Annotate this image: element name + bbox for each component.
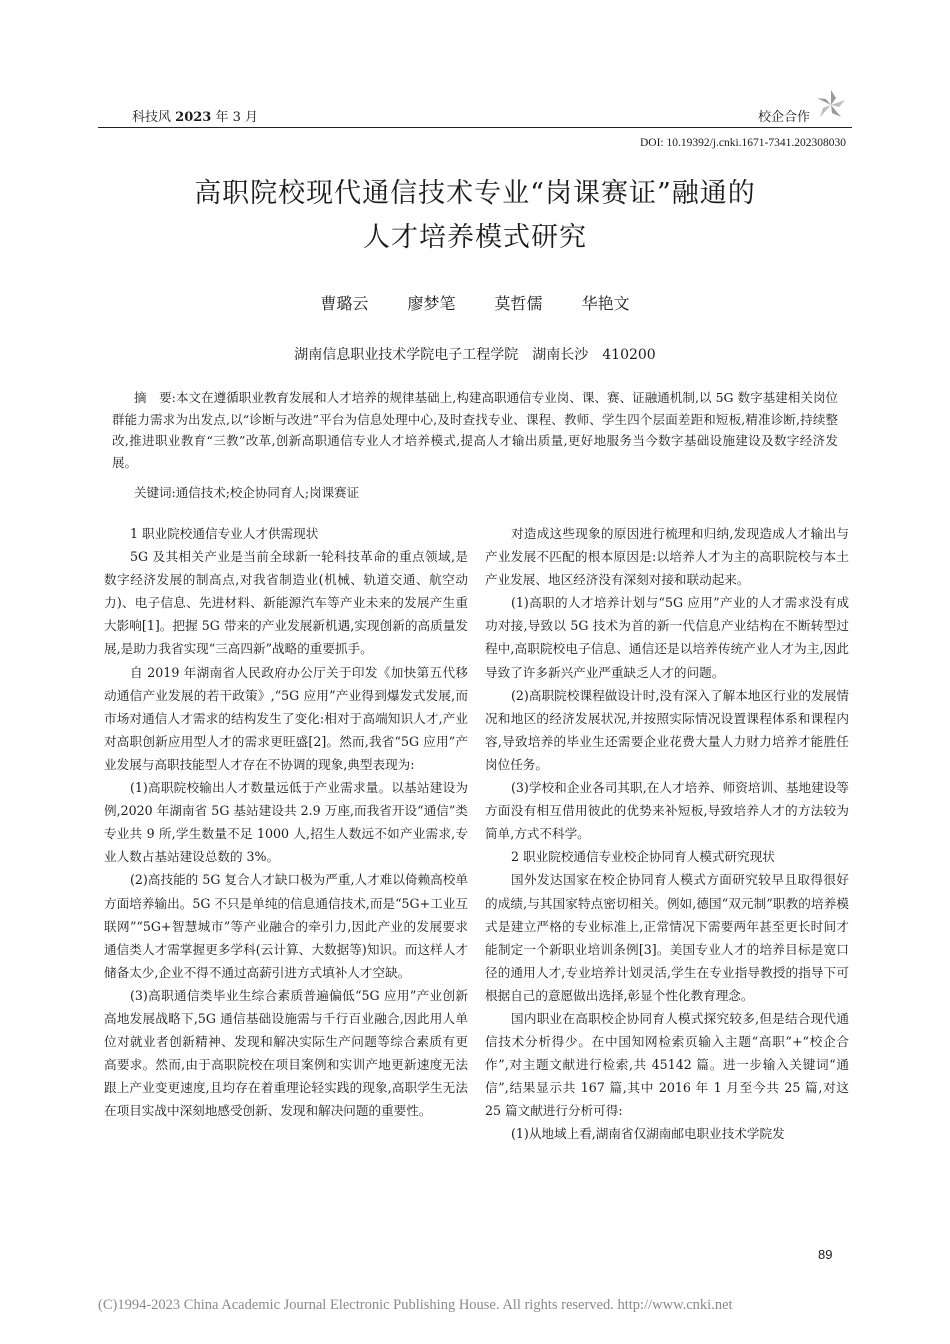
left-column: [104, 522, 468, 1122]
journal-header: [132, 106, 258, 125]
page-number: 89: [818, 1247, 833, 1262]
paragraph: (1)高职的人才培养计划与“5G 应用”产业的人才需求没有成功对接,导致以 5G 技术为首的新一代信息产业结构在不断转型过程中,高职院校电子信息、通信还是以培养传统产业人才为主,因此导致了许多新兴产业严重缺乏人才的问题。: [485, 595, 849, 680]
article-title-line-1: 高职院校现代通信技术专业“岗课赛证”融通的: [194, 178, 756, 209]
paragraph: (3)学校和企业各司其职,在人才培养、师资培训、基地建设等方面没有相互借用彼此的优势来补短板,导致培养人才的方法较为简单,方式不科学。: [485, 780, 849, 842]
journal-month: 年 3 月: [215, 110, 259, 125]
author: 莫哲儒: [494, 294, 543, 313]
affiliation: 湖南信息职业技术学院电子工程学院 湖南长沙 410200: [294, 347, 656, 363]
header-rule: [98, 127, 852, 128]
journal-name: 科技风: [132, 110, 172, 125]
paragraph: 国内职业在高职校企协同育人模式探究较多,但是结合现代通信技术分析得少。在中国知网检索页输入主题“高职”+“校企合作”,对主题文献进行检索,共 45142 篇。进一步输入关键词“通信”,结果显示共 167 篇,其中 2016 年 1 月至今共 25 篇,对这 25 篇文献进行分析可得:: [485, 1010, 849, 1119]
paragraph: 国外发达国家在校企协同育人模式方面研究较早且取得很好的成绩,与其国家特点密切相关。例如,德国“双元制”职教的培养模式是建立严格的专业标准上,正常情况下需要两年甚至更长时间才能制定一个新职业培训条例[3]。美国专业人才的培养目标是宽口径的通用人才,专业培养计划灵活,学生在专业指导教授的指导下可根据自己的意愿做出选择,彰显个性化教育理念。: [485, 872, 849, 1003]
paragraph: (2)高技能的 5G 复合人才缺口极为严重,人才难以倚赖高校单方面培养输出。5G 不只是单纯的信息通信技术,而是“5G+工业互联网”“5G+智慧城市”等产业融合的牵引力,因此产业的发展要求通信类人才需掌握更多学科(云计算、大数据等)知识。而这样人才储备太少,企业不得不通过高薪引进方式填补人才空缺。: [104, 872, 468, 980]
paragraph: (3)高职通信类毕业生综合素质普遍偏低“5G 应用”产业创新高地发展战略下,5G 通信基础设施需与千行百业融合,因此用人单位对就业者创新精神、发现和解决实际生产问题等综合素质有更高要求。然而,由于高职院校在项目案例和实训产地更新速度无法跟上产业变更速度,且均存在着重理论轻实践的现象,高职学生无法在项目实战中深刻地感受创新、发现和解决问题的重要性。: [104, 987, 468, 1119]
paragraph: 自 2019 年湖南省人民政府办公厅关于印发《加快第五代移动通信产业发展的若干政策》,“5G 应用”产业得到爆发式发展,而市场对通信人才需求的结构发生了变化:相对于高端知识人才,产业对高职创新应用型人才的需求更旺盛[2]。然而,我省“5G 应用”产业发展与高职技能型人才存在不协调的现象,典型表现为:: [104, 664, 468, 772]
right-column: [485, 522, 849, 1146]
author: 华艳文: [581, 294, 630, 313]
doi: DOI: 10.19392/j.cnki.1671-7341.202308030: [639, 137, 846, 149]
section-label: 校企合作: [757, 110, 810, 125]
paragraph: (2)高职院校课程做设计时,没有深入了解本地区行业的发展情况和地区的经济发展状况,并按照实际情况设置课程体系和课程内容,导致培养的毕业生还需要企业花费大量人力财力培养才能胜任岗位任务。: [485, 687, 849, 772]
author: 廖梦笔: [407, 294, 456, 313]
copyright-watermark: (C)1994-2023 China Academic Journal Electronic Publishing House. All rights reserved. http://www.cnki.net: [98, 1297, 733, 1313]
author-list: [0, 291, 950, 314]
keywords: 关键词:通信技术;校企协同育人;岗课赛证: [134, 485, 360, 500]
article-title-line-2: 人才培养模式研究: [363, 222, 587, 253]
abstract: 摘 要:本文在遵循职业教育发展和人才培养的规律基础上,构建高职通信专业岗、课、赛、证融通机制,以 5G 数字基建相关岗位群能力需求为出发点,以“诊断与改进”平台为信息处理中心,及时查找专业、课程、教师、学生四个层面差距和短板,精准诊断,持续整改,推进职业教育“三教”改革,创新高职通信专业人才培养模式,提高人才输出质量,更好地服务当今数字基础设施建设及数字经济发展。: [112, 390, 838, 470]
paragraph: 对造成这些现象的原因进行梳理和归纳,发现造成人才输出与产业发展不匹配的根本原因是:以培养人才为主的高职院校与本土产业发展、地区经济没有深刻对接和联动起来。: [485, 526, 849, 588]
paragraph: 5G 及其相关产业是当前全球新一轮科技革命的重点领域,是数字经济发展的制高点,对我省制造业(机械、轨道交通、航空动力)、电子信息、先进材料、新能源汽车等产业未来的发展产生重大影响[1]。把握 5G 带来的产业发展新机遇,实现创新的高质量发展,是助力我省实现“三高四新”战略的重要抓手。: [104, 549, 468, 657]
section-heading-1: 1 职业院校通信专业人才供需现状: [130, 526, 319, 541]
journal-year: 2023: [175, 110, 212, 125]
author: 曹璐云: [320, 294, 369, 313]
paragraph: (1)从地域上看,湖南省仅湖南邮电职业技术学院发: [511, 1126, 785, 1142]
paragraph: (1)高职院校输出人才数量远低于产业需求量。以基站建设为例,2020 年湖南省 5G 基站建设共 2.9 万座,而我省开设“通信”类专业共 9 所,学生数量不足 1000 人,招生人数远不如产业需求,专业人数占基站建设总数的 3%。: [104, 780, 468, 865]
pinwheel-logo-icon: [814, 88, 848, 122]
section-heading-2: 2 职业院校通信专业校企协同育人模式研究现状: [511, 849, 775, 865]
